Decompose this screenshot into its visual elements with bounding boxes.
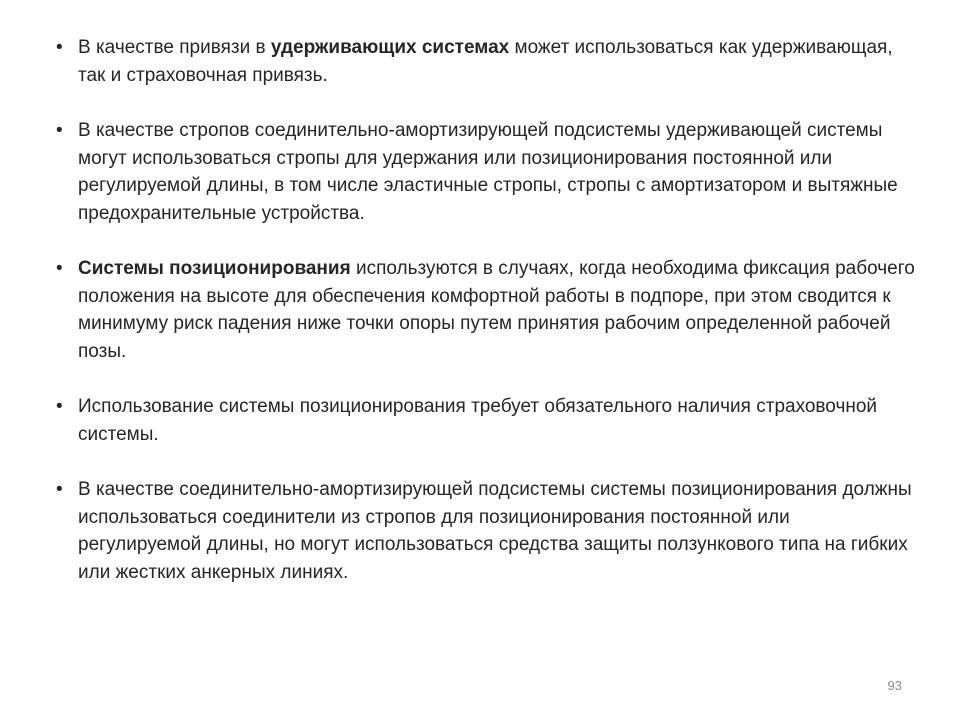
text-run: В качестве стропов соединительно-амортизирующей подсистемы удерживающей системы могут использоваться стропы для удержания или позиционирования постоянной или регулируемой длины, в том числе эластичные стропы, стропы с амортизатором и вытяжные предохранительные устройства. xyxy=(78,120,898,224)
text-run: Использование системы позиционирования требует обязательного наличия страховочной системы. xyxy=(78,396,878,445)
text-run: используются в случаях, когда необходима фиксация рабочего положения на высоте для обеспечения комфортной работы в подпоре, при этом сводится к минимуму риск падения ниже точки опоры путем принятия рабочим определенной рабочей позы. xyxy=(78,258,915,362)
bullet-text xyxy=(78,479,912,583)
bullet-dot-icon: • xyxy=(56,396,63,417)
bold-text-run: удерживающих системах xyxy=(270,37,510,58)
bullet-text xyxy=(78,37,893,86)
bullet-text xyxy=(78,258,915,362)
bullet-item xyxy=(56,476,916,586)
text-run: может использоваться как удерживающая, так и страховочная привязь. xyxy=(78,37,893,86)
bullet-item xyxy=(56,34,916,89)
bullet-item xyxy=(56,255,916,365)
bullet-text xyxy=(78,396,877,445)
text-run: В качестве соединительно-амортизирующей подсистемы системы позиционирования должны использоваться соединители из стропов для позиционирования постоянной или регулируемой длины, но могут использоваться средства защиты ползункового типа на гибких или жестких анкерных линиях. xyxy=(78,479,912,583)
bullet-list xyxy=(56,34,916,614)
page-number: 93 xyxy=(887,678,902,693)
text-run: В качестве привязи в xyxy=(78,37,271,58)
bullet-text xyxy=(78,120,898,224)
bullet-dot-icon: • xyxy=(56,479,63,500)
bullet-dot-icon: • xyxy=(56,120,63,141)
bullet-item xyxy=(56,117,916,227)
bullet-dot-icon: • xyxy=(56,37,63,58)
bullet-dot-icon: • xyxy=(56,258,63,279)
bullet-item xyxy=(56,393,916,448)
bold-text-run: Системы позиционирования xyxy=(78,258,351,279)
